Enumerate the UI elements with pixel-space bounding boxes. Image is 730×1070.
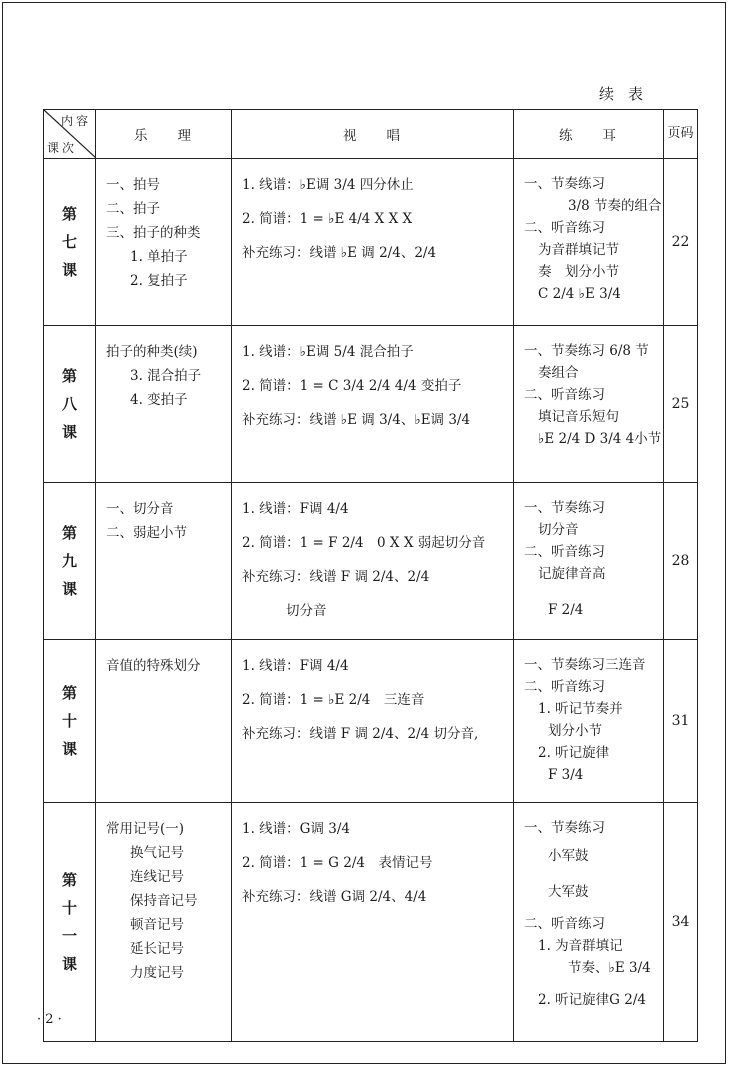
table-row — [44, 483, 698, 640]
page-footer: · 2 · — [37, 1012, 62, 1027]
page-number: 28 — [664, 483, 698, 640]
ear-training-cell: 一、节奏练习三连音 二、听音练习 1. 听记节奏并 划分小节 2. 听记旋律 F 3/4 — [514, 640, 664, 803]
table-header-row — [44, 110, 698, 159]
theory-cell: 一、切分音 二、弱起小节 — [96, 483, 232, 640]
sight-singing-cell: 1. 线谱：♭E调 3/4 四分休止 2. 简谱：1 = ♭E 4/4 X X X 补充练习：线谱 ♭E 调 2/4、2/4 — [232, 159, 514, 326]
theory-cell: 音值的特殊划分 — [96, 640, 232, 803]
page-no-header: 页码 — [664, 110, 698, 159]
continued-label: 续表 — [598, 85, 657, 103]
page-number: 22 — [664, 159, 698, 326]
sight-singing-cell: 1. 线谱：F调 4/4 2. 简谱：1 = F 2/4 0 X X 弱起切分音 补充练习：线谱 F 调 2/4、2/4 切分音 — [232, 483, 514, 640]
diag-top-label: 内容 — [60, 114, 91, 128]
sight-singing-cell: 1. 线谱：♭E调 5/4 混合拍子 2. 简谱：1 = C 3/4 2/4 4/4 变拍子 补充练习：线谱 ♭E 调 3/4、♭E调 3/4 — [232, 326, 514, 483]
table-row — [44, 640, 698, 803]
diag-bottom-label: 课次 — [47, 141, 78, 155]
theory-cell: 拍子的种类(续) 3. 混合拍子 4. 变拍子 — [96, 326, 232, 483]
theory-cell: 常用记号(一) 换气记号 连线记号 保持音记号 顿音记号 延长记号 力度记号 — [96, 803, 232, 1042]
table-row — [44, 803, 698, 1042]
table-row — [44, 159, 698, 326]
theory-cell: 一、拍号 二、拍子 三、拍子的种类 1. 单拍子 2. 复拍子 — [96, 159, 232, 326]
sight-singing-header: 视唱 — [232, 110, 514, 159]
lesson-cell: 第 九 课 — [44, 483, 96, 640]
page-number: 34 — [664, 803, 698, 1042]
lesson-cell: 第 十 课 — [44, 640, 96, 803]
sight-singing-cell: 1. 线谱：G调 3/4 2. 简谱：1 = G 2/4 表情记号 补充练习：线谱 G调 2/4、4/4 — [232, 803, 514, 1042]
diagonal-header-cell — [44, 110, 96, 159]
syllabus-table — [43, 109, 698, 1042]
page-number: 25 — [664, 326, 698, 483]
book-page — [2, 2, 726, 1064]
table-row — [44, 326, 698, 483]
ear-training-header: 练耳 — [514, 110, 664, 159]
ear-training-cell: 一、节奏练习 小军鼓 大军鼓 二、听音练习 1. 为音群填记 节奏、♭E 3/4 2. 听记旋律G 2/4 — [514, 803, 664, 1042]
lesson-cell: 第 十 一 课 — [44, 803, 96, 1042]
theory-header: 乐理 — [96, 110, 232, 159]
ear-training-cell: 一、节奏练习 6/8 节 奏组合 二、听音练习 填记音乐短句 ♭E 2/4 D 3/4 4小节 — [514, 326, 664, 483]
ear-training-cell: 一、节奏练习 切分音 二、听音练习 记旋律音高 F 2/4 — [514, 483, 664, 640]
page-number: 31 — [664, 640, 698, 803]
lesson-cell: 第 八 课 — [44, 326, 96, 483]
ear-training-cell: 一、节奏练习 3/8 节奏的组合 二、听音练习 为音群填记节 奏 划分小节 C 2/4 ♭E 3/4 — [514, 159, 664, 326]
sight-singing-cell: 1. 线谱：F调 4/4 2. 简谱：1 = ♭E 2/4 三连音 补充练习：线谱 F 调 2/4、2/4 切分音, — [232, 640, 514, 803]
lesson-cell: 第 七 课 — [44, 159, 96, 326]
